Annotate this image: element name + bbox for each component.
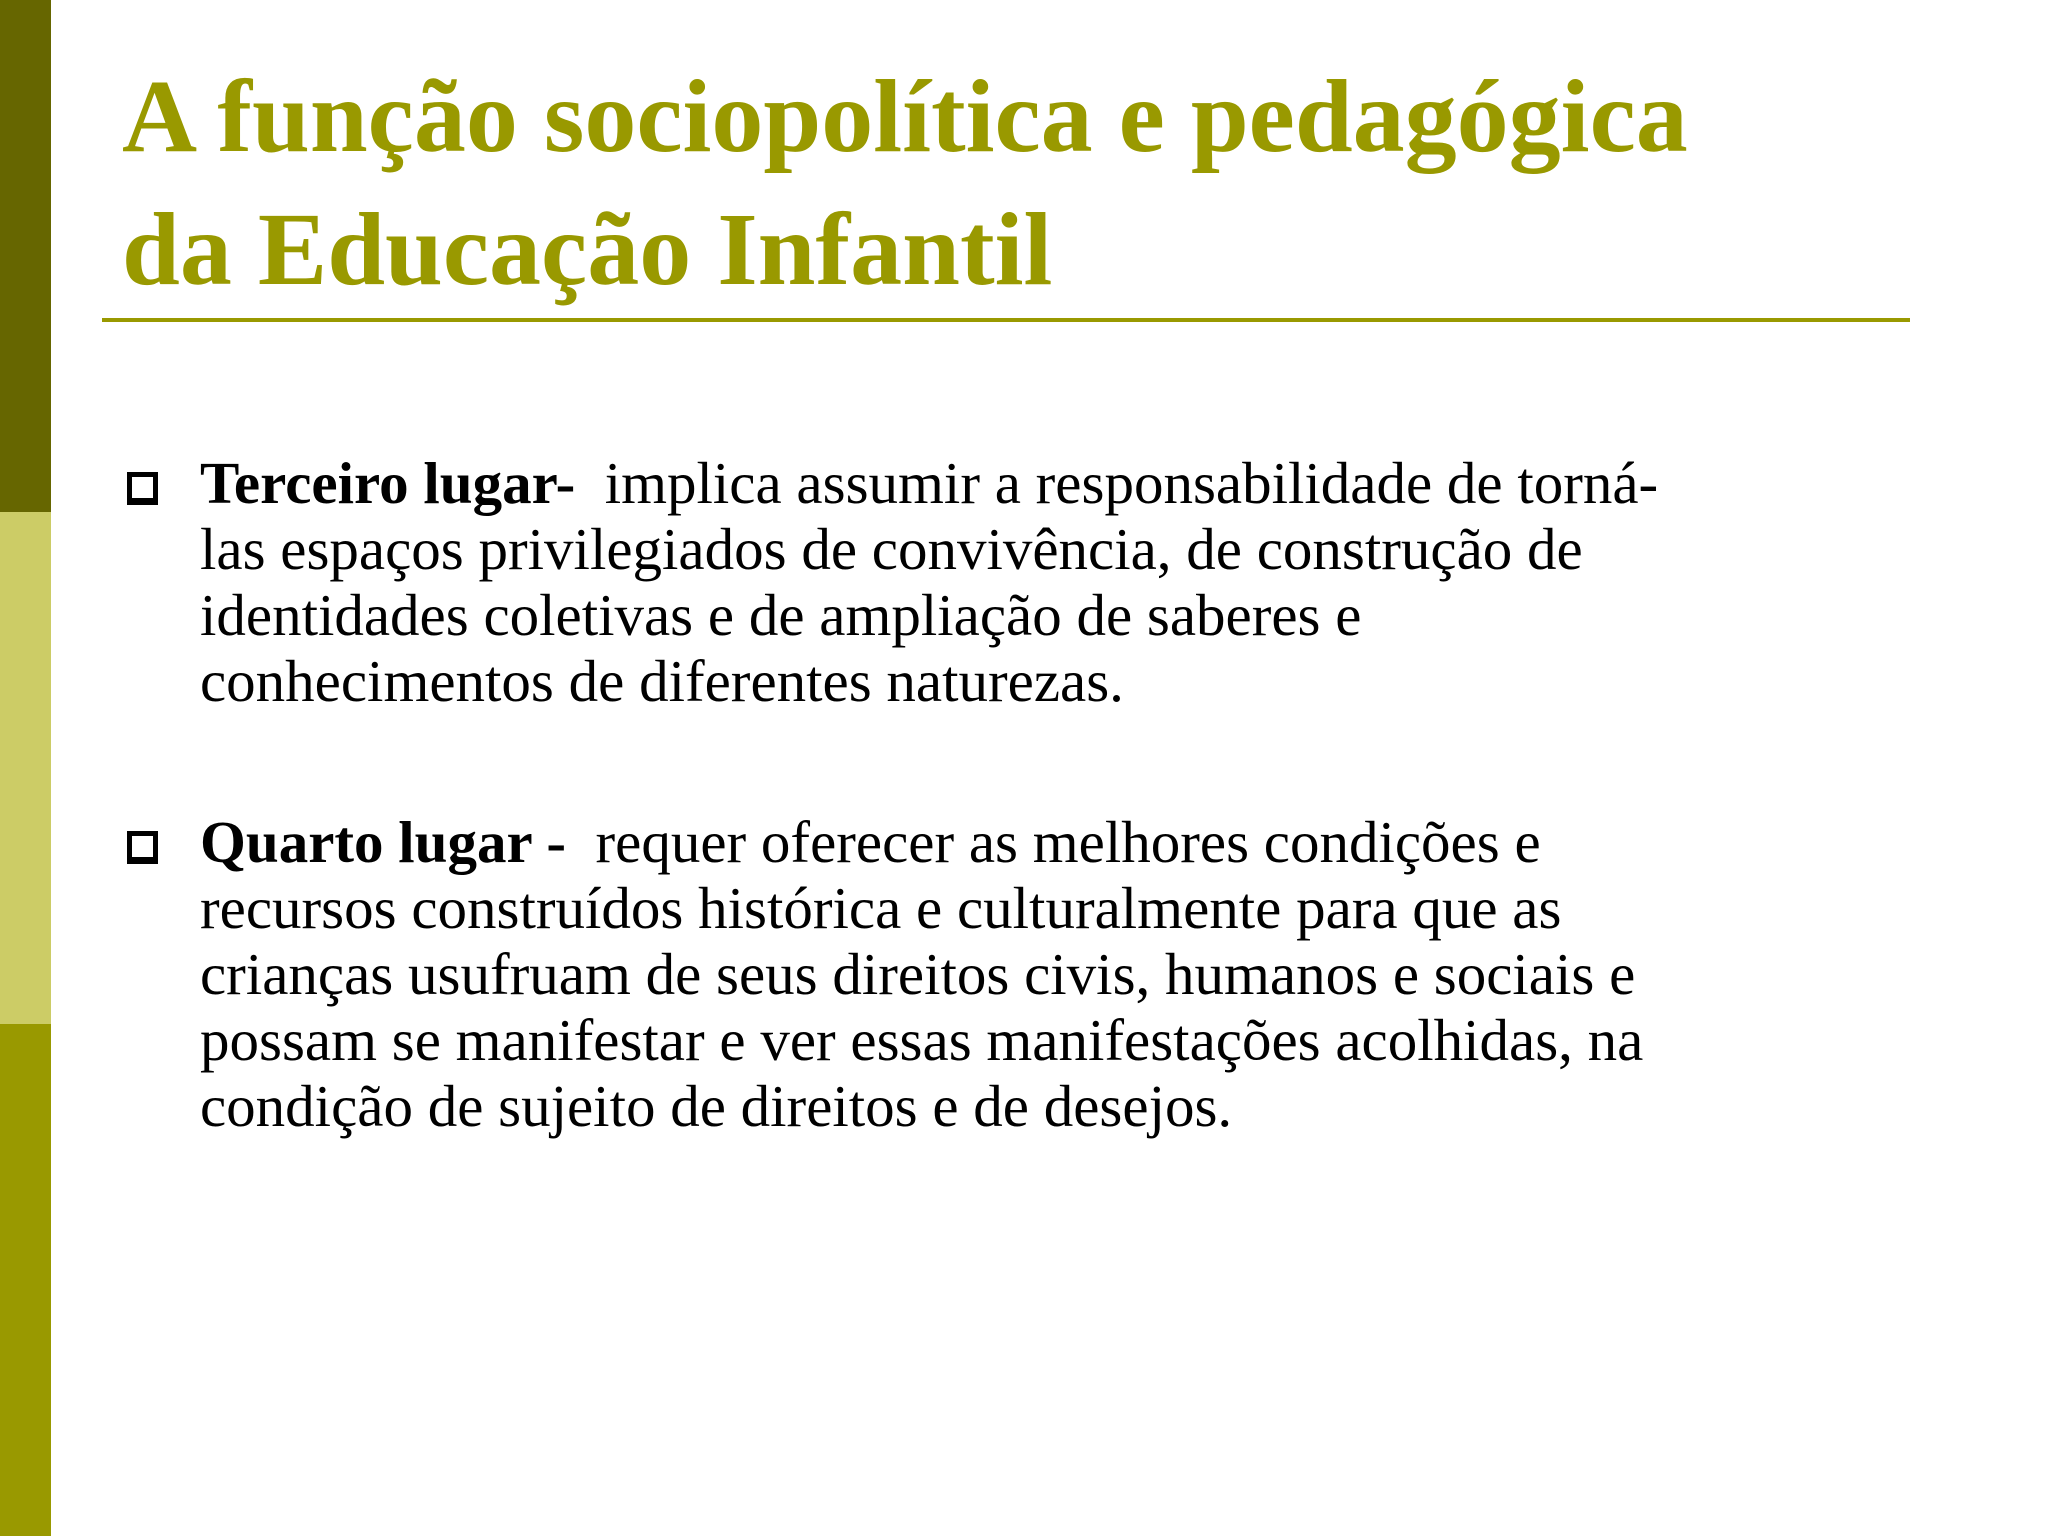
bullet-first-line [200,809,1915,875]
bullet-text-line: requer oferecer as melhores condições e [595,809,1541,875]
square-bullet-icon [127,831,158,864]
bullet-list [125,450,1915,1139]
bullet-first-line [200,450,1915,516]
slide-title-line-2: da Educação Infantil [122,192,1053,307]
bullet-item-terceiro-lugar [125,450,1915,714]
side-bar-light-segment [0,512,51,1024]
slide-title-line-1: A função sociopolítica e pedagógica [122,59,1688,174]
bullet-lead-label: Terceiro lugar- [200,450,576,516]
bullet-text-line: las espaços privilegiados de convivência, de construção de [200,516,1583,582]
bullet-text-line: identidades coletivas e de ampliação de saberes e [200,582,1362,648]
bullet-text-line: recursos construídos histórica e culturalmente para que as [200,875,1562,941]
side-bar-olive-segment [0,1024,51,1536]
square-bullet-icon [127,472,158,505]
bullet-text-line: conhecimentos de diferentes naturezas. [200,648,1124,714]
bullet-item-quarto-lugar [125,809,1915,1139]
bullet-text-line: possam se manifestar e ver essas manifestações acolhidas, na [200,1007,1644,1073]
bullet-text-line: implica assumir a responsabilidade de torná- [604,450,1659,516]
side-bar-dark-segment [0,0,51,512]
bullet-text-line: crianças usufruam de seus direitos civis, humanos e sociais e [200,941,1636,1007]
title-underline [102,318,1910,322]
slide-title [122,50,1922,316]
bullet-text-line: condição de sujeito de direitos e de desejos. [200,1073,1233,1139]
bullet-lead-label: Quarto lugar - [200,809,567,875]
